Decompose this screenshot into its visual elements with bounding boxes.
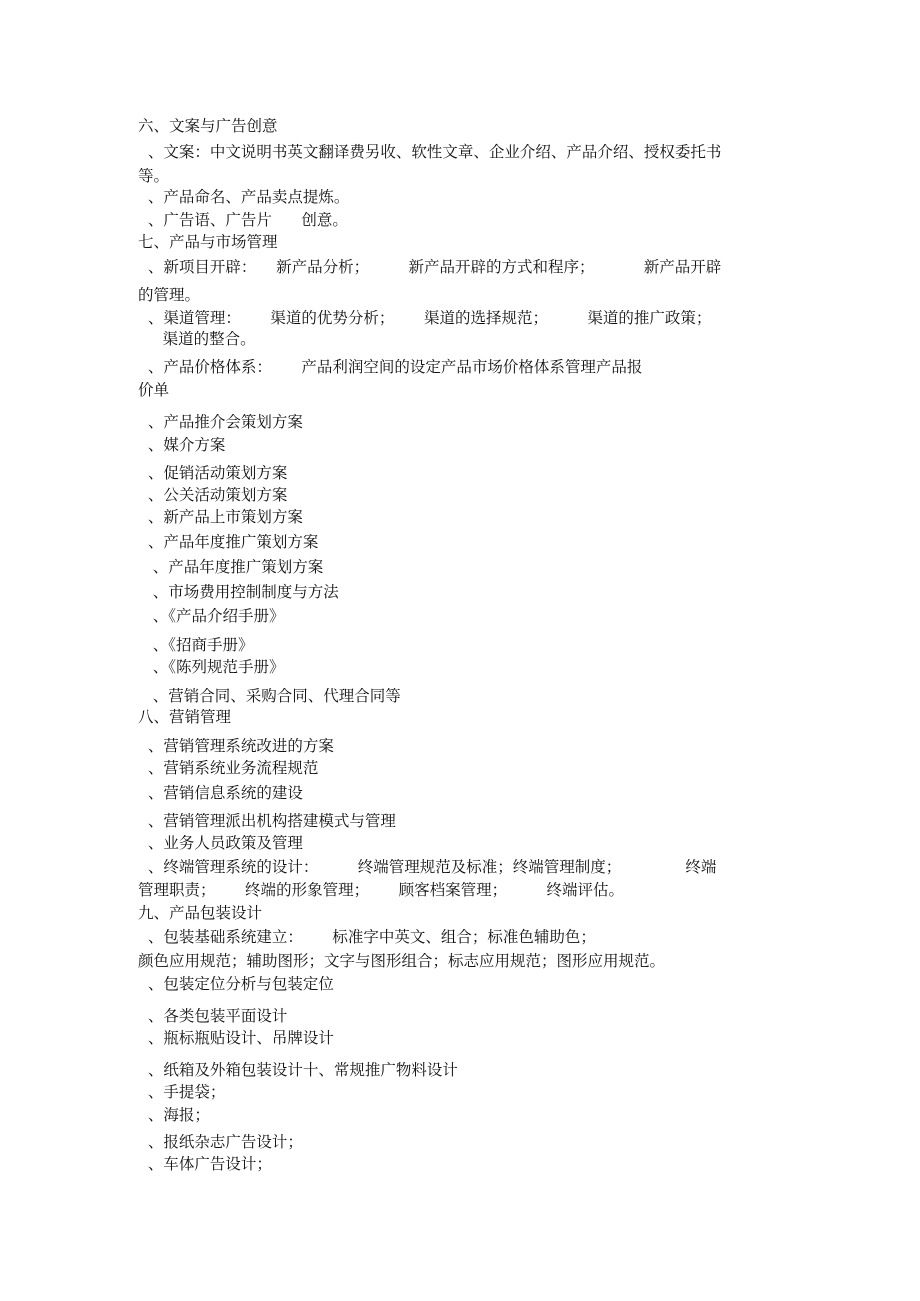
list-item: 、营销系统业务流程规范 — [138, 759, 319, 777]
list-item: 、产品年度推广策划方案 — [138, 533, 319, 551]
text-line: 、终端管理系统的设计： 终端管理规范及标准；终端管理制度； 终端 — [138, 858, 717, 876]
list-item: 、营销信息系统的建设 — [138, 784, 303, 802]
text-line: 、广告语、广告片 创意。 — [138, 211, 348, 229]
list-item: 、《招商手册》 — [138, 636, 254, 654]
text-line: 的管理。 — [138, 286, 201, 304]
list-item: 、营销管理派出机构搭建模式与管理 — [138, 812, 396, 830]
list-item: 、营销合同、采购合同、代理合同等 — [138, 687, 401, 705]
list-item: 、新产品上市策划方案 — [138, 508, 303, 526]
list-item: 、海报； — [138, 1106, 210, 1124]
list-item: 、《陈列规范手册》 — [138, 658, 285, 676]
text-line: 、新项目开辟： 新产品分析； 新产品开辟的方式和程序； 新产品开辟 — [138, 258, 722, 276]
list-item: 、公关活动策划方案 — [138, 486, 288, 504]
list-item: 、报纸杂志广告设计； — [138, 1133, 303, 1151]
list-item: 、产品年度推广策划方案 — [138, 558, 324, 576]
text-line: 价单 — [138, 381, 170, 399]
text-line: 渠道的整合。 — [138, 330, 256, 348]
text-line: 管理职责； 终端的形象管理； 顾客档案管理； 终端评估。 — [138, 881, 625, 899]
list-item: 、产品推介会策划方案 — [138, 413, 303, 431]
list-item: 、车体广告设计； — [138, 1155, 272, 1173]
section-heading: 八、营销管理 — [138, 708, 232, 726]
list-item: 、促销活动策划方案 — [138, 464, 288, 482]
list-item: 、媒介方案 — [138, 436, 226, 454]
list-item: 、各类包装平面设计 — [138, 1007, 288, 1025]
section-heading: 六、文案与广告创意 — [138, 117, 278, 135]
text-line: 、产品命名、产品卖点提炼。 — [138, 188, 350, 206]
section-heading: 七、产品与市场管理 — [138, 233, 278, 251]
list-item: 、营销管理系统改进的方案 — [138, 737, 334, 755]
list-item: 、瓶标瓶贴设计、吊牌设计 — [138, 1029, 334, 1047]
list-item: 、市场费用控制制度与方法 — [138, 583, 339, 601]
list-item: 、业务人员政策及管理 — [138, 834, 303, 852]
list-item: 、手提袋； — [138, 1083, 226, 1101]
section-heading: 九、产品包装设计 — [138, 904, 263, 922]
list-item: 、纸箱及外箱包装设计十、常规推广物料设计 — [138, 1061, 458, 1079]
text-line: 等。 — [138, 167, 170, 185]
text-line: 、包装基础系统建立： 标准字中英文、组合；标准色辅助色； — [138, 928, 596, 946]
text-line: 、产品价格体系： 产品利润空间的设定产品市场价格体系管理产品报 — [138, 358, 643, 376]
text-line: 颜色应用规范；辅助图形；文字与图形组合；标志应用规范；图形应用规范。 — [138, 952, 666, 970]
text-line: 、渠道管理： 渠道的优势分析； 渠道的选择规范； 渠道的推广政策； — [138, 309, 712, 327]
text-line: 、文案：中文说明书英文翻译费另收、软性文章、企业介绍、产品介绍、授权委托书 — [138, 143, 722, 161]
list-item: 、《产品介绍手册》 — [138, 607, 285, 625]
list-item: 、包装定位分析与包装定位 — [138, 975, 334, 993]
